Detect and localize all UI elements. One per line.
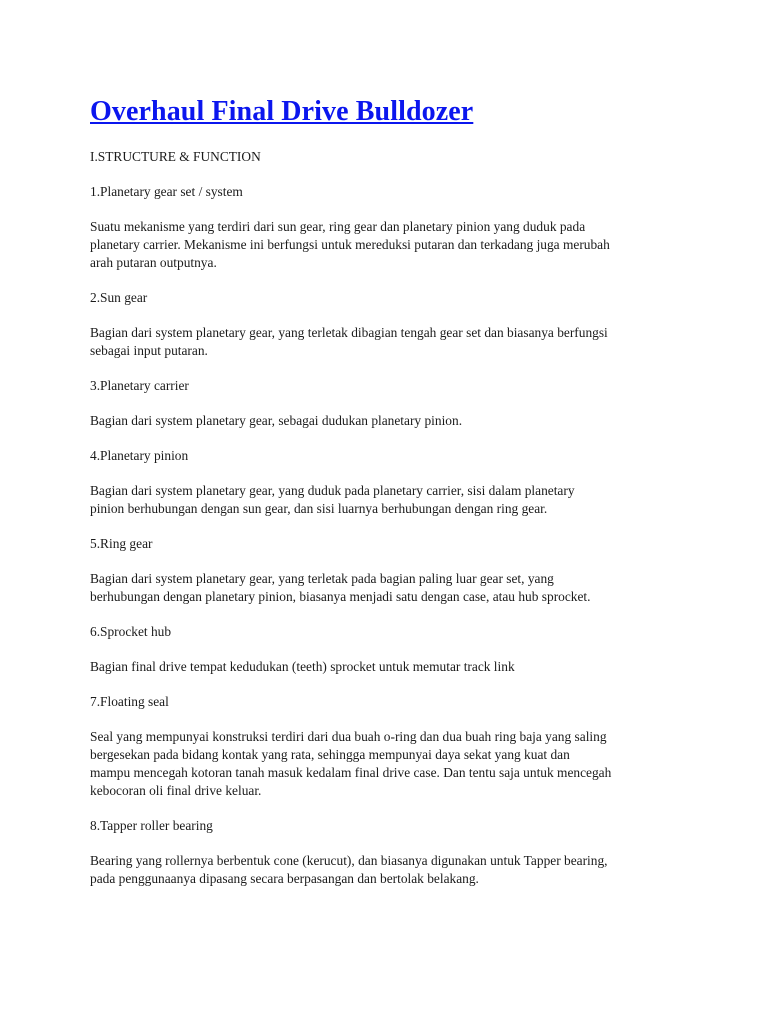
paragraph-line: arah putaran outputnya. <box>90 255 217 270</box>
item-paragraph <box>90 482 690 518</box>
item-heading: 5.Ring gear <box>90 536 153 551</box>
page-title <box>90 92 690 132</box>
item-2 <box>90 289 690 360</box>
item-heading: 7.Floating seal <box>90 694 169 709</box>
item-paragraph <box>90 570 690 606</box>
paragraph-line: sebagai input putaran. <box>90 343 208 358</box>
item-paragraph <box>90 324 690 360</box>
title-link[interactable]: Overhaul Final Drive Bulldozer <box>90 96 474 127</box>
paragraph-line: kebocoran oli final drive keluar. <box>90 783 262 798</box>
item-3 <box>90 377 690 430</box>
item-paragraph <box>90 218 690 272</box>
paragraph-line: berhubungan dengan planetary pinion, biasanya menjadi satu dengan case, atau hub sprocket. <box>90 589 591 604</box>
item-1 <box>90 183 690 272</box>
item-heading: 3.Planetary carrier <box>90 378 189 393</box>
item-paragraph <box>90 412 690 430</box>
paragraph-line: bergesekan pada bidang kontak yang rata, sehingga mempunyai daya sekat yang kuat dan <box>90 747 570 762</box>
item-heading: 2.Sun gear <box>90 290 148 305</box>
item-7 <box>90 693 690 800</box>
paragraph-line: pada penggunaanya dipasang secara berpasangan dan bertolak belakang. <box>90 871 479 886</box>
paragraph-line: Bagian dari system planetary gear, yang duduk pada planetary carrier, sisi dalam planetary <box>90 483 575 498</box>
paragraph-line: Bagian dari system planetary gear, yang terletak dibagian tengah gear set dan biasanya berfungsi <box>90 325 608 340</box>
item-heading: 1.Planetary gear set / system <box>90 184 243 199</box>
item-heading: 8.Tapper roller bearing <box>90 818 213 833</box>
paragraph-line: Seal yang mempunyai konstruksi terdiri dari dua buah o-ring dan dua buah ring baja yang saling <box>90 729 607 744</box>
item-8 <box>90 817 690 888</box>
paragraph-line: Bagian final drive tempat kedudukan (teeth) sprocket untuk memutar track link <box>90 659 515 674</box>
paragraph-line: Suatu mekanisme yang terdiri dari sun gear, ring gear dan planetary pinion yang duduk pada <box>90 219 586 234</box>
item-paragraph <box>90 852 690 888</box>
item-4 <box>90 447 690 518</box>
item-heading: 4.Planetary pinion <box>90 448 189 463</box>
paragraph-line: mampu mencegah kotoran tanah masuk kedalam final drive case. Dan tentu saja untuk mencegah <box>90 765 612 780</box>
item-6 <box>90 623 690 676</box>
paragraph-line: Bagian dari system planetary gear, sebagai dudukan planetary pinion. <box>90 413 463 428</box>
paragraph-line: planetary carrier. Mekanisme ini berfungsi untuk mereduksi putaran dan terkadang juga merubah <box>90 237 610 252</box>
item-heading: 6.Sprocket hub <box>90 624 172 639</box>
item-paragraph <box>90 728 690 800</box>
document-content <box>90 92 690 905</box>
paragraph-line: pinion berhubungan dengan sun gear, dan sisi luarnya berhubungan dengan ring gear. <box>90 501 548 516</box>
paragraph-line: Bagian dari system planetary gear, yang terletak pada bagian paling luar gear set, yang <box>90 571 554 586</box>
item-5 <box>90 535 690 606</box>
item-paragraph <box>90 658 690 676</box>
paragraph-line: Bearing yang rollernya berbentuk cone (kerucut), dan biasanya digunakan untuk Tapper bearing, <box>90 853 608 868</box>
section-heading: I.STRUCTURE & FUNCTION <box>90 149 261 164</box>
